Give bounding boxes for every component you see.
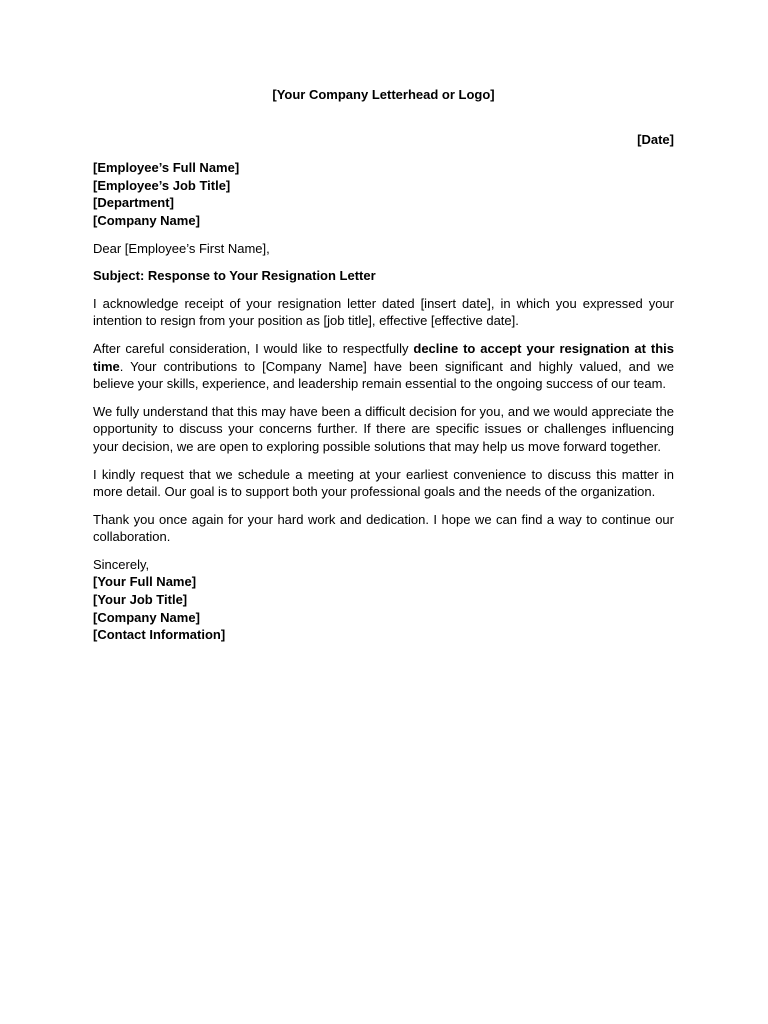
letterhead-placeholder: [Your Company Letterhead or Logo] <box>272 87 495 102</box>
paragraph-decline-emphasis: decline to accept your resignation at this time <box>93 340 674 374</box>
paragraph-meeting-request: I kindly request that we schedule a meeting at your earliest convenience to discuss this matter in more detail. Our goal is to support both your professional goals and the needs of the organization. <box>93 466 674 500</box>
paragraph-thanks: Thank you once again for your hard work and dedication. I hope we can find a way to continue our collaboration. <box>93 511 674 545</box>
signature-job-title: [Your Job Title] <box>93 592 188 608</box>
salutation: Dear [Employee’s First Name], <box>93 240 270 256</box>
signature-company: [Company Name] <box>93 609 200 625</box>
paragraph-decline <box>93 340 674 393</box>
subject-line: Subject: Response to Your Resignation Letter <box>93 268 376 284</box>
date-placeholder: [Date] <box>637 131 674 147</box>
recipient-full-name: [Employee’s Full Name] <box>93 160 240 176</box>
recipient-job-title: [Employee’s Job Title] <box>93 177 231 193</box>
letter-document <box>93 86 674 644</box>
paragraph-acknowledgement: I acknowledge receipt of your resignation letter dated [insert date], in which you expressed your intention to resign from your position as [job title], effective [effective date]. <box>93 295 674 329</box>
recipient-department: [Department] <box>93 195 174 211</box>
recipient-block <box>93 159 674 229</box>
signature-contact: [Contact Information] <box>93 627 226 643</box>
paragraph-decline-lead: After careful consideration, I would like to respectfully <box>93 340 414 356</box>
closing: Sincerely, <box>93 556 150 572</box>
paragraph-decline-rest: . Your contributions to [Company Name] have been significant and highly valued, and we believe your skills, experience, and leadership remain essential to the ongoing success of our team. <box>93 358 674 392</box>
paragraph-understanding: We fully understand that this may have been a difficult decision for you, and we would appreciate the opportunity to discuss your concerns further. If there are specific issues or challenges influencing your decision, we are open to exploring possible solutions that may help us move forward together. <box>93 403 674 454</box>
signature-full-name: [Your Full Name] <box>93 574 197 590</box>
recipient-company: [Company Name] <box>93 212 200 228</box>
signature-block <box>93 573 674 643</box>
